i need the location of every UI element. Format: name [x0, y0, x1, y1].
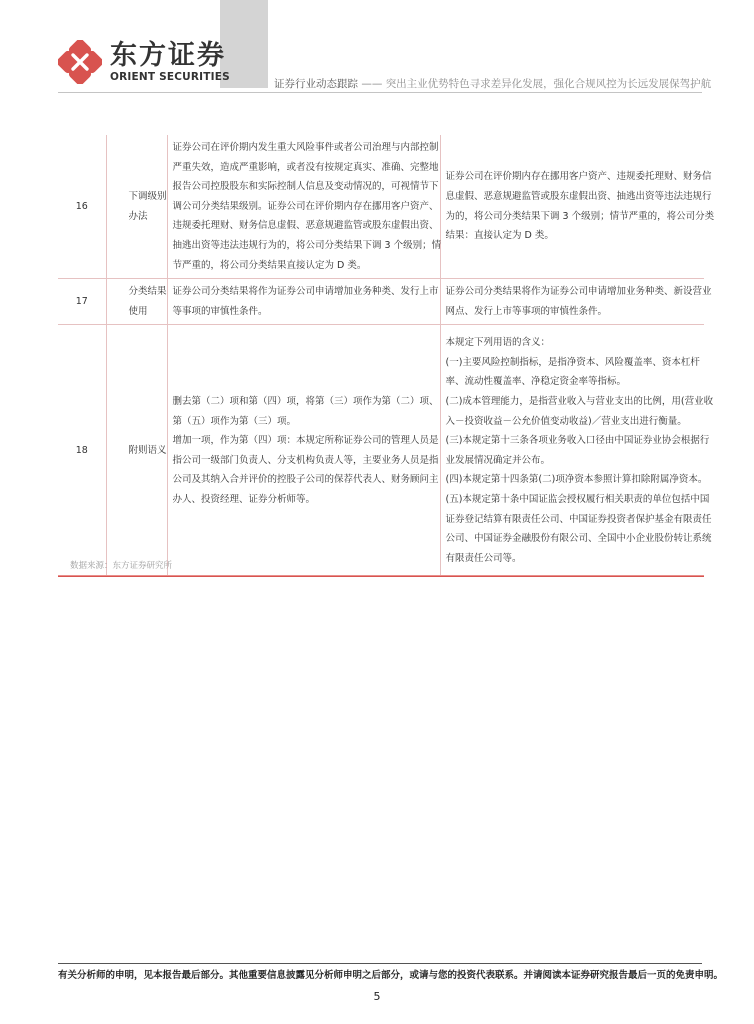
revised-rule-text — [440, 279, 712, 325]
rule-text-line: 第（五）项作为第（三）项。 — [172, 415, 297, 427]
row-topic: 分类结果使用 — [106, 279, 167, 325]
table-row — [58, 325, 704, 577]
rules-comparison-table — [58, 135, 715, 577]
rule-text-line: 节严重的，将公司分类结果直接认定为 D 类。 — [172, 259, 367, 271]
rules-table-body — [58, 135, 715, 577]
rule-text-line: 严重失效，造成严重影响，或者没有按规定真实、准确、完整地 — [172, 161, 439, 173]
rule-text-line: (一)主要风险控制指标，是指净资本、风险覆盖率、资本杠杆 — [445, 356, 700, 368]
rule-text-line: 网点、发行上市等事项的审慎性条件。 — [445, 305, 608, 317]
rule-text-line: 增加一项，作为第（四）项：本规定所称证券公司的管理人员是 — [172, 435, 439, 447]
rule-text-line: (四)本规定第十四条第(二)项净资本参照计算扣除附属净资本。 — [445, 474, 708, 486]
original-rule-text — [167, 325, 440, 577]
row-topic: 下调级别办法 — [106, 135, 167, 279]
report-header-title — [274, 76, 711, 91]
rule-text-line: 证券登记结算有限责任公司、中国证券投资者保护基金有限责任 — [445, 513, 712, 525]
rule-text-line: 指公司一级部门负责人、分支机构负责人等，主要业务人员是指 — [172, 454, 439, 466]
footer-disclaimer: 有关分析师的申明，见本报告最后部分。其他重要信息披露见分析师申明之后部分，或请与您的投资代表联系。并请阅读本证券研究报告最后一页的免责申明。 — [58, 970, 724, 981]
rule-text-line: 等事项的审慎性条件。 — [172, 305, 268, 317]
rule-text-line: 公司及其纳入合并评价的控股子公司的保荐代表人、财务顾问主 — [172, 474, 439, 486]
page-number: 5 — [373, 990, 381, 1003]
logo-english-name: ORIENT SECURITIES — [110, 71, 230, 83]
rule-text-line: 结果：直接认定为 D 类。 — [445, 230, 554, 242]
orient-securities-logo — [58, 40, 230, 84]
original-rule-text — [167, 135, 440, 279]
orient-securities-logo-icon — [58, 40, 102, 84]
rule-text-line: 有限责任公司等。 — [445, 552, 522, 564]
row-topic: 附则语义 — [106, 325, 167, 577]
row-number: 17 — [58, 279, 106, 325]
rule-text-line: 违规委托理财、财务信息虚假、恶意规避监管或股东虚假出资、 — [172, 220, 439, 232]
header-separator: —— — [358, 78, 386, 90]
report-title: 突出主业优势特色寻求差异化发展，强化合规风控为长远发展保驾护航 — [385, 78, 712, 90]
revised-rule-text — [440, 325, 714, 577]
original-rule-text — [167, 279, 440, 325]
rule-text-line: 息虚假、恶意规避监管或股东虚假出资、抽逃出资等违法违规行 — [445, 190, 712, 202]
report-type: 证券行业动态跟踪 — [274, 78, 358, 90]
table-row — [58, 135, 704, 279]
table-row — [58, 279, 704, 325]
row-number: 16 — [58, 135, 106, 279]
rule-text-line: (三)本规定第十三条各项业务收入口径由中国证券业协会根据行 — [445, 435, 710, 447]
rule-text-line: 公司、中国证券金融股份有限公司、全国中小企业股份转让系统 — [445, 533, 712, 545]
rule-text-line: 业发展情况确定并公布。 — [445, 454, 551, 466]
header-divider — [58, 92, 702, 93]
rule-text-line: (二)成本管理能力，是指营业收入与营业支出的比例，用(营业收 — [445, 396, 714, 408]
rule-text-line: 办人、投资经理、证券分析师等。 — [172, 494, 316, 506]
rule-text-line: 证券公司分类结果将作为证券公司申请增加业务种类、新设营业 — [445, 286, 712, 298]
footer-divider — [58, 963, 702, 964]
rule-text-line: 抽逃出资等违法违规行为的，将公司分类结果下调 3 个级别；情 — [172, 239, 442, 251]
rule-text-line: 入－投资收益－公允价值变动收益)／营业支出进行衡量。 — [445, 415, 687, 427]
source-divider — [58, 575, 704, 576]
revised-rule-text — [440, 135, 715, 279]
rule-text-line: 证券公司在评价期内存在挪用客户资产、违规委托理财、财务信 — [445, 171, 712, 183]
rule-text-line: 证券公司分类结果将作为证券公司申请增加业务种类、发行上市 — [172, 286, 439, 298]
row-number: 18 — [58, 325, 106, 577]
rule-text-line: (五)本规定第十条中国证监会授权履行相关职责的单位包括中国 — [445, 494, 710, 506]
rule-text-line: 删去第（二）项和第（四）项，将第（三）项作为第（二）项、 — [172, 396, 439, 408]
rule-text-line: 率、流动性覆盖率、净稳定资金率等指标。 — [445, 376, 627, 388]
rule-text-line: 本规定下列用语的含义： — [445, 337, 551, 349]
logo-chinese-name: 东方证券 — [110, 40, 226, 71]
data-source-note: 数据来源：东方证券研究所 — [70, 561, 173, 571]
rule-text-line: 为的，将公司分类结果下调 3 个级别；情节严重的，将公司分类 — [445, 210, 715, 222]
rule-text-line: 证券公司在评价期内发生重大风险事件或者公司治理与内部控制 — [172, 142, 439, 153]
rule-text-line: 报告公司控股股东和实际控制人信息及变动情况的，可视情节下 — [172, 181, 439, 193]
rule-text-line: 调公司分类结果级别。证券公司在评价期内存在挪用客户资产、 — [172, 200, 439, 212]
